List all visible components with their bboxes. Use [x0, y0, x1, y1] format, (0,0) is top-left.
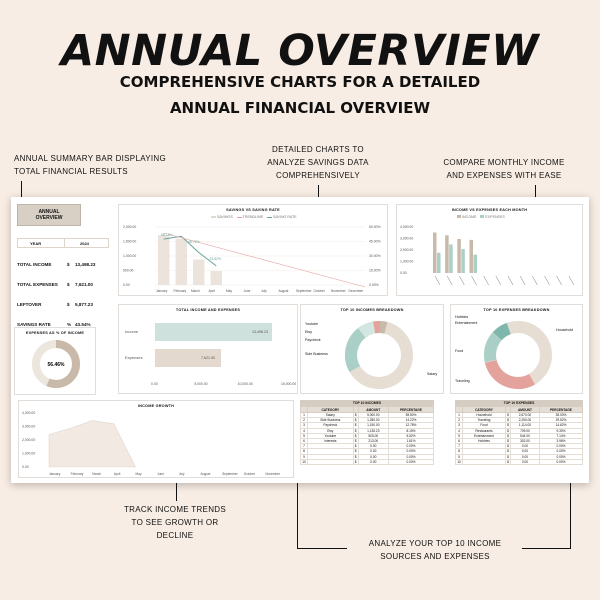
tick-label: January: [156, 289, 168, 293]
leader-line: [522, 548, 571, 549]
savings-bar: [193, 259, 205, 285]
summary-row: SAVINGS RATE % 43.54%: [17, 322, 91, 327]
income-bar: [470, 240, 474, 273]
month-tick-label: [447, 276, 452, 285]
table-row: 2 Side Business $ 1,280.00 14.22%: [301, 418, 434, 423]
tick-label: October: [313, 289, 325, 293]
table-row: 6 Hobbies $ 302.00 3.96%: [456, 438, 583, 443]
callout-trend: TRACK INCOME TRENDS TO SEE GROWTH OR DECLINE: [123, 505, 226, 540]
tick-label: 4,000.00: [22, 411, 36, 415]
callout-summary: ANNUAL SUMMARY BAR DISPLAYING TOTAL FINANCIAL RESULTS: [14, 154, 166, 176]
data-label: 45.75%: [188, 240, 200, 244]
tick-label: 0.00: [151, 382, 158, 386]
tick-label: July: [178, 472, 185, 476]
table-row: 7 $ 0.00 0.00%: [456, 444, 583, 449]
table-row: 9 $ 0.00 0.00%: [456, 454, 583, 459]
expense-breakdown-donut: [451, 305, 584, 395]
tick-label: January: [49, 472, 61, 476]
table-row: 8 $ 0.00 0.00%: [456, 449, 583, 454]
tick-label: Income: [125, 329, 139, 334]
top-expenses-table: TOP 10 EXPENSES CATEGORY AMOUNT PERCENTAGE 1 Household $ 2,670.00 35.03% 2 Traveling $ 2,250.00 29.52% 3 Food $ 1,114.00 14.62% 4 Restaurants $ 709.00 9.30% 5 Entertainment $ 544.00 7.14% 6 Hobbies $ 302.00 3.96% 7 $ 0.00 0.00% 8 $ 0.00 0.00% 9 $ 0.00 0.00% 10 $ 0.00 0.00%: [455, 400, 583, 465]
expense-bar: [449, 244, 453, 273]
income-expense-chart: [397, 205, 584, 297]
income-growth-panel: INCOME GROWTH 4,000.00 3,000.00 2,000.00 1,000.00 0.00 January February March April May June July August September October November: [18, 400, 294, 478]
annual-summary-panel: [14, 204, 112, 334]
callout-compare: COMPARE MONTHLY INCOME AND EXPENSES WITH EASE: [443, 158, 565, 180]
income-bar: [445, 235, 449, 273]
tick-label: 15.00%: [369, 268, 381, 273]
income-growth-area: [49, 421, 136, 467]
tick-label: 30.00%: [369, 254, 381, 258]
tick-label: August: [200, 472, 211, 476]
tick-label: 1,000.00: [400, 259, 414, 264]
table-row: 9 $ 0.00 0.00%: [301, 454, 434, 459]
callout-savings: DETAILED CHARTS TO ANALYZE SAVINGS DATA COMPREHENSIVELY: [267, 145, 369, 180]
top-incomes-table: TOP 10 INCOMES CATEGORY AMOUNT PERCENTAGE 1 Salary $ 5,000.00 55.50% 2 Side Business $ 1,280.00 14.22% 3 Paycheck $ 1,150.00 12.78% 4 Etsy $ 1,135.23 8.15% 5 Youtube $ 505.00 5.52% 6 Interests $ 213.00 1.61% 7 $ 0.00 0.00% 8 $ 0.00 0.00% 9 $ 0.00 0.00% 10 $ 0.00 0.00%: [300, 400, 434, 465]
table-row: 5 Entertainment $ 544.00 7.14%: [456, 433, 583, 438]
table-row: 10 $ 0.00 0.00%: [456, 459, 583, 464]
tick-label: September: [222, 472, 238, 476]
savings-bar: [211, 271, 223, 285]
income-bar: [433, 233, 437, 273]
totals-chart: [119, 305, 299, 395]
expense-bar: [437, 253, 441, 273]
month-tick-label: [459, 276, 464, 285]
savings-legend: SAVINGS TRENDLINE SAVING RATE: [211, 215, 297, 219]
tick-label: 1,000.00: [123, 254, 137, 258]
tick-label: May: [135, 472, 142, 476]
month-tick-label: [545, 276, 550, 285]
table-row: 5 Youtube $ 505.00 5.52%: [301, 433, 434, 438]
month-tick-label: [508, 276, 513, 285]
tick-label: September: [296, 289, 312, 293]
savings-chart-panel: SAVINGS VS SAVING RATE SAVINGS TRENDLINE SAVING RATE 2,000.00 60.00% 1,500.00 45.00% 1,000.00 30.00% 500.00 15.00% 0.00 0.00% January February March April May June July August September October November December 58.13% 45.75% 23.52%: [118, 204, 388, 296]
income-expense-legend: INCOME EXPENSES: [457, 215, 505, 219]
tick-label: 500.00: [123, 268, 134, 273]
year-selector[interactable]: YEAR 2024: [17, 238, 109, 248]
tick-label: 1,000.00: [22, 451, 36, 456]
expense-bar: [474, 255, 478, 273]
savings-chart: [119, 205, 389, 297]
leader-line: [297, 548, 347, 549]
savings-bar: [158, 235, 170, 285]
tick-label: 2,000.00: [400, 248, 414, 252]
tick-label: June: [243, 289, 251, 293]
tick-label: November: [265, 472, 281, 476]
tick-label: 3,000.00: [22, 424, 36, 429]
tick-label: December: [348, 289, 364, 293]
page-subtitle-line2: ANNUAL FINANCIAL OVERVIEW: [169, 99, 431, 117]
tick-label: April: [208, 289, 215, 293]
tick-label: 45.00%: [369, 239, 381, 244]
summary-row: LEFTOVER $ 5,877.23: [17, 302, 93, 307]
table-row: 10 $ 0.00 0.00%: [301, 459, 434, 464]
tick-label: March: [191, 289, 200, 293]
table-row: 6 Interests $ 213.00 1.61%: [301, 438, 434, 443]
expenses-percent-value: 56.46%: [47, 362, 65, 368]
income-expense-chart-panel: INCOME VS EXPENSES EACH MONTH INCOME EXPENSES 4,000.00 3,000.00 2,000.00 1,000.00 0.00: [396, 204, 583, 296]
table-row: 3 Food $ 1,114.00 14.62%: [456, 423, 583, 428]
tick-label: August: [278, 289, 289, 293]
tick-label: 0.00: [123, 283, 130, 287]
tick-label: 7,621.00: [201, 356, 216, 360]
tick-label: February: [173, 289, 187, 293]
page-subtitle-line1: COMPREHENSIVE CHARTS FOR A DETAILED: [119, 73, 481, 91]
dashboard-screenshot: [11, 197, 589, 483]
income-bar: [457, 239, 461, 273]
tick-label: 0.00: [22, 465, 29, 469]
month-tick-label: [557, 276, 562, 285]
tick-label: 4,000.00: [400, 225, 414, 229]
expenses-percent-donut: [15, 336, 97, 396]
tick-label: October: [243, 472, 256, 476]
tick-label: March: [92, 472, 102, 476]
month-tick-label: [484, 276, 489, 285]
tick-label: July: [261, 289, 267, 293]
month-tick-label: [532, 276, 537, 285]
month-tick-label: [569, 276, 574, 285]
tick-label: June: [157, 472, 165, 476]
month-tick-label: [435, 276, 440, 285]
tick-label: 5,000.00: [194, 382, 208, 386]
tick-label: 13,498.23: [251, 330, 268, 334]
tick-label: 0.00: [400, 271, 407, 275]
tick-label: 15,000.00: [281, 382, 297, 386]
table-row: 2 Traveling $ 2,250.00 29.52%: [456, 418, 583, 423]
month-tick-label: [520, 276, 525, 285]
income-breakdown-panel: TOP 10 INCOMES BREAKDOWN Youtube Etsy Paycheck Side Business Salary: [300, 304, 444, 394]
tick-label: 0.00%: [369, 283, 379, 287]
callout-top10: ANALYZE YOUR TOP 10 INCOME SOURCES AND EXPENSES: [368, 539, 502, 561]
expenses-percent-panel: EXPENSES AS % OF INCOME 56.46%: [14, 327, 96, 395]
tick-label: 2,000.00: [123, 225, 137, 229]
page-title: ANNUAL OVERVIEW: [60, 26, 540, 76]
income-breakdown-donut: [301, 305, 445, 395]
expense-breakdown-panel: TOP 10 EXPENSES BREAKDOWN Hobbies Entertainment Food Traveling Household: [450, 304, 583, 394]
totals-chart-panel: TOTAL INCOME AND EXPENSES Income 13,498.23 Expenses 7,621.00 0.00 5,000.00 10,000.00 15,000.00: [118, 304, 298, 394]
summary-row: TOTAL EXPENSES $ 7,621.00: [17, 282, 93, 287]
tick-label: 10,000.00: [237, 382, 253, 386]
table-row: 7 $ 0.00 0.00%: [301, 444, 434, 449]
table-row: 1 Household $ 2,670.00 35.03%: [456, 413, 583, 418]
expense-bar: [461, 249, 465, 273]
table-row: 3 Paycheck $ 1,150.00 12.78%: [301, 423, 434, 428]
income-growth-chart: [19, 401, 295, 479]
tick-label: 1,500.00: [123, 239, 137, 244]
table-row: 4 Etsy $ 1,135.23 8.15%: [301, 428, 434, 433]
table-row: 8 $ 0.00 0.00%: [301, 449, 434, 454]
month-tick-label: [472, 276, 477, 285]
tick-label: 2,000.00: [22, 438, 36, 442]
summary-row: TOTAL INCOME $ 13,498.23: [17, 262, 96, 267]
tick-label: 60.00%: [369, 225, 381, 229]
table-row: 4 Restaurants $ 709.00 9.30%: [456, 428, 583, 433]
tick-label: November: [331, 289, 346, 293]
tick-label: May: [226, 289, 233, 293]
table-row: 1 Salary $ 5,000.00 55.50%: [301, 413, 434, 418]
savings-bar: [176, 239, 188, 285]
tick-label: 3,000.00: [400, 236, 414, 241]
tick-label: April: [113, 472, 121, 476]
data-label: 23.52%: [209, 257, 221, 261]
data-label: 58.13%: [161, 233, 173, 237]
tick-label: Expenses: [125, 355, 143, 360]
summary-title-box: ANNUAL OVERVIEW: [17, 204, 81, 226]
month-tick-label: [496, 276, 501, 285]
tick-label: February: [70, 472, 84, 476]
